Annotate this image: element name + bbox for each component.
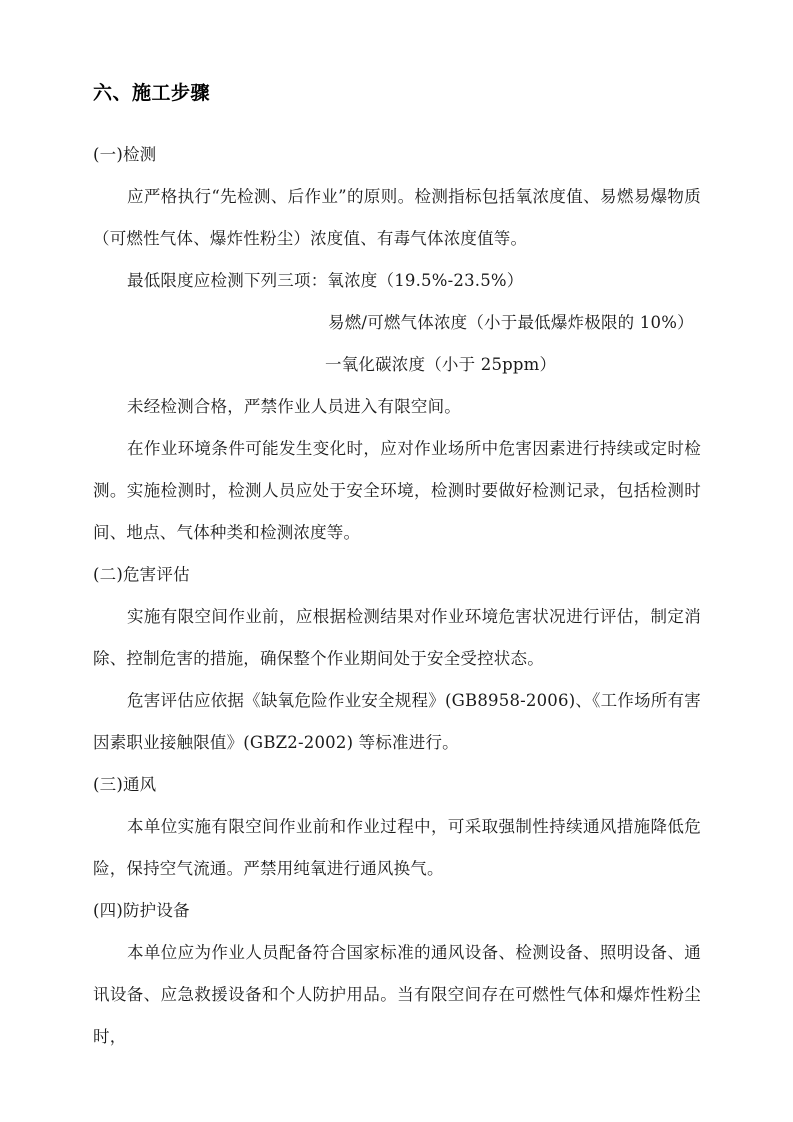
paragraph-detection-principle: 应严格执行“先检测、后作业”的原则。检测指标包括氧浓度值、易燃易爆物质（可燃性气体、爆炸性粉尘）浓度值、有毒气体浓度值等。 — [93, 187, 701, 248]
section-heading-protective-equipment: (四)防护设备 — [93, 901, 190, 920]
paragraph-detection-continuous: 在作业环境条件可能发生变化时，应对作业场所中危害因素进行持续或定时检测。实施检测时，检测人员应处于安全环境，检测时要做好检测记录，包括检测时间、地点、气体种类和检测浓度等。 — [93, 439, 701, 542]
measure-item-flammable-gas: 易燃/可燃气体浓度（小于最低爆炸极限的 10%） — [328, 313, 694, 332]
paragraph-detection-prohibition: 未经检测合格，严禁作业人员进入有限空间。 — [127, 397, 461, 416]
measure-item-carbon-monoxide: 一氧化碳浓度（小于 25ppm） — [325, 355, 557, 374]
paragraph-hazard-assessment-process: 实施有限空间作业前，应根据检测结果对作业环境危害状况进行评估，制定消除、控制危害的措施，确保整个作业期间处于安全受控状态。 — [93, 607, 701, 668]
paragraph-protective-equipment-list: 本单位应为作业人员配备符合国家标准的通风设备、检测设备、照明设备、通讯设备、应急救援设备和个人防护用品。当有限空间存在可燃性气体和爆炸性粉尘时， — [93, 943, 701, 1046]
section-heading-hazard-assessment: (二)危害评估 — [93, 565, 190, 584]
page-title: 六、施工步骤 — [93, 82, 211, 104]
paragraph-ventilation-measures: 本单位实施有限空间作业前和作业过程中，可采取强制性持续通风措施降低危险，保持空气流通。严禁用纯氧进行通风换气。 — [93, 817, 701, 878]
section-heading-ventilation: (三)通风 — [93, 775, 157, 794]
measure-item-oxygen: 最低限度应检测下列三项：氧浓度（19.5%-23.5%） — [127, 271, 524, 290]
document-body — [93, 78, 701, 1058]
section-heading-detection: (一)检测 — [93, 145, 157, 164]
paragraph-hazard-assessment-standards: 危害评估应依据《缺氧危险作业安全规程》(GB8958-2006)、《工作场所有害因素职业接触限值》(GBZ2-2002) 等标准进行。 — [93, 691, 701, 752]
